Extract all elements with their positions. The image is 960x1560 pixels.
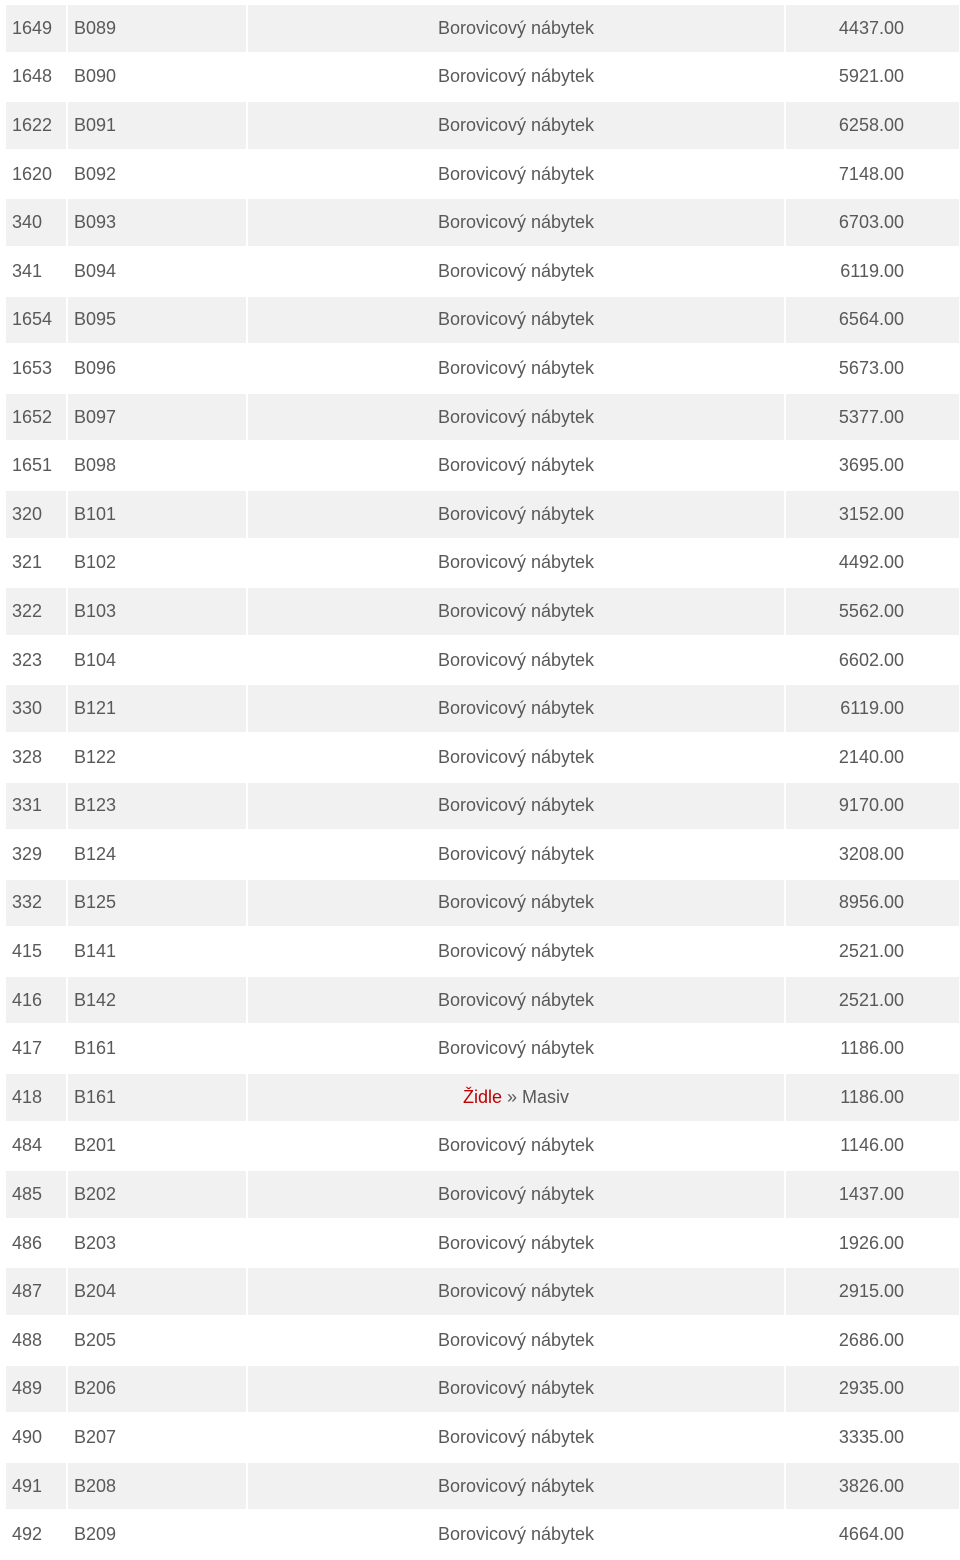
price-cell: 3695.00: [786, 442, 959, 489]
product-id-cell: 490: [6, 1414, 66, 1461]
table-row: [6, 1366, 959, 1413]
price-cell: 2140.00: [786, 734, 959, 781]
product-code-cell: B102: [68, 540, 246, 587]
category-cell: Borovicový nábytek: [248, 880, 784, 927]
product-id-cell: 340: [6, 199, 66, 246]
product-id-cell: 1652: [6, 394, 66, 441]
price-cell: 6119.00: [786, 685, 959, 732]
product-code-cell: B096: [68, 345, 246, 392]
table-row: [6, 442, 959, 489]
product-code-cell: B089: [68, 5, 246, 52]
price-cell: 2935.00: [786, 1366, 959, 1413]
product-id-cell: 1654: [6, 297, 66, 344]
price-cell: 5562.00: [786, 588, 959, 635]
price-cell: 1146.00: [786, 1123, 959, 1170]
category-cell: Borovicový nábytek: [248, 1366, 784, 1413]
table-row: [6, 588, 959, 635]
table-row: [6, 1025, 959, 1072]
category-cell: Borovicový nábytek: [248, 1317, 784, 1364]
category-cell: Borovicový nábytek: [248, 151, 784, 198]
table-row: [6, 928, 959, 975]
category-cell: Borovicový nábytek: [248, 297, 784, 344]
product-id-cell: 331: [6, 783, 66, 830]
category-cell: Borovicový nábytek: [248, 588, 784, 635]
product-id-cell: 1653: [6, 345, 66, 392]
product-id-cell: 485: [6, 1171, 66, 1218]
price-cell: 1186.00: [786, 1025, 959, 1072]
product-id-cell: 1649: [6, 5, 66, 52]
price-cell: 3208.00: [786, 831, 959, 878]
product-code-cell: B095: [68, 297, 246, 344]
price-cell: 6602.00: [786, 637, 959, 684]
category-cell: Borovicový nábytek: [248, 540, 784, 587]
product-id-cell: 341: [6, 248, 66, 295]
product-code-cell: B207: [68, 1414, 246, 1461]
category-cell: Borovicový nábytek: [248, 1025, 784, 1072]
product-code-cell: B094: [68, 248, 246, 295]
product-id-cell: 1620: [6, 151, 66, 198]
product-code-cell: B205: [68, 1317, 246, 1364]
table-row: [6, 1317, 959, 1364]
product-table: [4, 3, 960, 1560]
product-code-cell: B121: [68, 685, 246, 732]
product-id-cell: 1651: [6, 442, 66, 489]
product-table-container: [4, 3, 957, 1560]
price-cell: 3826.00: [786, 1463, 959, 1510]
product-code-cell: B141: [68, 928, 246, 975]
price-cell: 8956.00: [786, 880, 959, 927]
category-cell: Borovicový nábytek: [248, 54, 784, 101]
product-id-cell: 486: [6, 1220, 66, 1267]
product-id-cell: 487: [6, 1268, 66, 1315]
price-cell: 2521.00: [786, 928, 959, 975]
product-id-cell: 491: [6, 1463, 66, 1510]
table-row: [6, 1414, 959, 1461]
price-cell: 6119.00: [786, 248, 959, 295]
table-row: [6, 831, 959, 878]
product-id-cell: 323: [6, 637, 66, 684]
price-cell: 6258.00: [786, 102, 959, 149]
category-cell: Borovicový nábytek: [248, 1123, 784, 1170]
product-code-cell: B208: [68, 1463, 246, 1510]
category-cell: Borovicový nábytek: [248, 734, 784, 781]
category-cell: Borovicový nábytek: [248, 102, 784, 149]
product-id-cell: 492: [6, 1511, 66, 1558]
product-code-cell: B204: [68, 1268, 246, 1315]
product-code-cell: B203: [68, 1220, 246, 1267]
category-cell: Borovicový nábytek: [248, 199, 784, 246]
table-row: [6, 394, 959, 441]
product-id-cell: 328: [6, 734, 66, 781]
product-code-cell: B123: [68, 783, 246, 830]
category-cell: Borovicový nábytek: [248, 685, 784, 732]
table-row: [6, 977, 959, 1024]
product-code-cell: B161: [68, 1025, 246, 1072]
table-row: [6, 345, 959, 392]
price-cell: 3335.00: [786, 1414, 959, 1461]
price-cell: 2686.00: [786, 1317, 959, 1364]
table-row: [6, 637, 959, 684]
product-id-cell: 488: [6, 1317, 66, 1364]
product-table-body: [6, 5, 959, 1558]
product-code-cell: B206: [68, 1366, 246, 1413]
price-cell: 5921.00: [786, 54, 959, 101]
category-cell: Borovicový nábytek: [248, 1463, 784, 1510]
product-code-cell: B091: [68, 102, 246, 149]
table-row: [6, 297, 959, 344]
category-cell: Borovicový nábytek: [248, 345, 784, 392]
product-id-cell: 332: [6, 880, 66, 927]
category-cell: Borovicový nábytek: [248, 1171, 784, 1218]
product-id-cell: 489: [6, 1366, 66, 1413]
category-cell: Borovicový nábytek: [248, 977, 784, 1024]
product-id-cell: 416: [6, 977, 66, 1024]
product-id-cell: 417: [6, 1025, 66, 1072]
product-id-cell: 320: [6, 491, 66, 538]
table-row: [6, 1220, 959, 1267]
product-code-cell: B092: [68, 151, 246, 198]
product-code-cell: B097: [68, 394, 246, 441]
product-code-cell: B125: [68, 880, 246, 927]
category-cell: Borovicový nábytek: [248, 637, 784, 684]
product-code-cell: B122: [68, 734, 246, 781]
category-cell: Borovicový nábytek: [248, 928, 784, 975]
table-row: [6, 248, 959, 295]
table-row: [6, 540, 959, 587]
category-link[interactable]: Židle: [462, 1086, 502, 1107]
product-id-cell: 321: [6, 540, 66, 587]
product-code-cell: B101: [68, 491, 246, 538]
product-code-cell: B209: [68, 1511, 246, 1558]
price-cell: 6564.00: [786, 297, 959, 344]
table-row: [6, 1171, 959, 1218]
category-cell: Borovicový nábytek: [248, 248, 784, 295]
price-cell: 7148.00: [786, 151, 959, 198]
price-cell: 1926.00: [786, 1220, 959, 1267]
product-id-cell: 1622: [6, 102, 66, 149]
table-row: [6, 1463, 959, 1510]
product-code-cell: B124: [68, 831, 246, 878]
table-row: [6, 1511, 959, 1558]
product-code-cell: B090: [68, 54, 246, 101]
product-id-cell: 322: [6, 588, 66, 635]
product-code-cell: B142: [68, 977, 246, 1024]
table-row: [6, 54, 959, 101]
price-cell: 5377.00: [786, 394, 959, 441]
subcategory-label: Masiv: [522, 1086, 570, 1107]
price-cell: 2915.00: [786, 1268, 959, 1315]
category-separator: »: [501, 1086, 522, 1107]
table-row: [6, 151, 959, 198]
category-cell: Borovicový nábytek: [248, 5, 784, 52]
category-cell: Borovicový nábytek: [248, 1268, 784, 1315]
product-code-cell: B201: [68, 1123, 246, 1170]
price-cell: 2521.00: [786, 977, 959, 1024]
category-cell: Borovicový nábytek: [248, 491, 784, 538]
category-cell: Borovicový nábytek: [248, 1511, 784, 1558]
category-cell: Borovicový nábytek: [248, 1220, 784, 1267]
product-id-cell: 330: [6, 685, 66, 732]
table-row: [6, 685, 959, 732]
table-row: [6, 1123, 959, 1170]
table-row: [6, 102, 959, 149]
product-id-cell: 418: [6, 1074, 66, 1121]
category-cell: Borovicový nábytek: [248, 394, 784, 441]
price-cell: 6703.00: [786, 199, 959, 246]
price-cell: 1437.00: [786, 1171, 959, 1218]
table-row: [6, 491, 959, 538]
price-cell: 5673.00: [786, 345, 959, 392]
price-cell: 1186.00: [786, 1074, 959, 1121]
product-code-cell: B202: [68, 1171, 246, 1218]
table-row: [6, 880, 959, 927]
price-cell: 4492.00: [786, 540, 959, 587]
price-cell: 9170.00: [786, 783, 959, 830]
product-id-cell: 1648: [6, 54, 66, 101]
product-code-cell: B103: [68, 588, 246, 635]
price-cell: 3152.00: [786, 491, 959, 538]
product-code-cell: B093: [68, 199, 246, 246]
category-cell: Borovicový nábytek: [248, 831, 784, 878]
product-id-cell: 415: [6, 928, 66, 975]
price-cell: 4437.00: [786, 5, 959, 52]
product-code-cell: B161: [68, 1074, 246, 1121]
price-cell: 4664.00: [786, 1511, 959, 1558]
category-cell: Borovicový nábytek: [248, 783, 784, 830]
product-code-cell: B098: [68, 442, 246, 489]
table-row: [6, 734, 959, 781]
category-cell: Borovicový nábytek: [248, 442, 784, 489]
product-id-cell: 484: [6, 1123, 66, 1170]
product-id-cell: 329: [6, 831, 66, 878]
table-row: [6, 5, 959, 52]
category-cell: [248, 1074, 784, 1121]
table-row: [6, 199, 959, 246]
product-code-cell: B104: [68, 637, 246, 684]
category-cell: Borovicový nábytek: [248, 1414, 784, 1461]
table-row: [6, 1268, 959, 1315]
table-row: [6, 1074, 959, 1121]
table-row: [6, 783, 959, 830]
